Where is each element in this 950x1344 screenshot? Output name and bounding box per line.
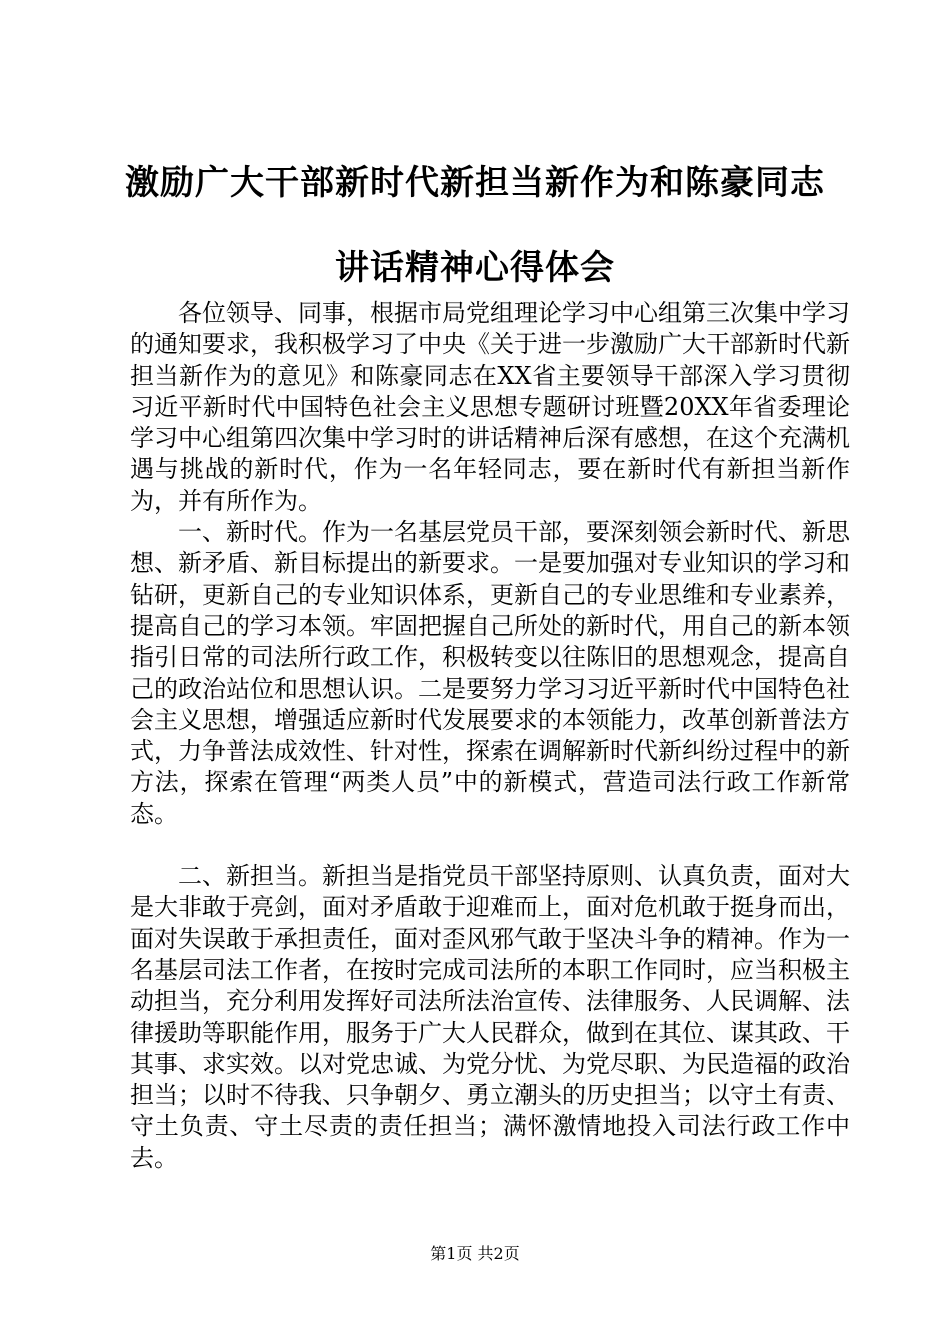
page-footer: 第1页 共2页 [430, 1244, 520, 1263]
document-title-line1: 激励广大干部新时代新担当新作为和陈豪同志 [125, 163, 825, 203]
paragraph-intro: 各位领导、同事，根据市局党组理论学习中心组第三次集中学习的通知要求，我积极学习了中央《关于进一步激励广大干部新时代新担当新作为的意见》和陈豪同志在XX省主要领导干部深入学习贯彻习近平新时代中国特色社会主义思想专题研讨班暨20XX年省委理论学习中心组第四次集中学习时的讲话精神后深有感想，在这个充满机遇与挑战的新时代，作为一名年轻同志，要在新时代有新担当新作为，并有所作为。 [130, 299, 850, 515]
paragraph-new-responsibility: 二、新担当。新担当是指党员干部坚持原则、认真负责，面对大是大非敢于亮剑，面对矛盾敢于迎难而上，面对危机敢于挺身而出，面对失误敢于承担责任，面对歪风邪气敢于坚决斗争的精神。作为一名基层司法工作者，在按时完成司法所的本职工作同时，应当积极主动担当，充分利用发挥好司法所法治宣传、法律服务、人民调解、法律援助等职能作用，服务于广大人民群众，做到在其位、谋其政、干其事、求实效。以对党忠诚、为党分忧、为党尽职、为民造福的政治担当；以时不待我、只争朝夕、勇立潮头的历史担当；以守土有责、守土负责、守土尽责的责任担当；满怀激情地投入司法行政工作中去。 [130, 862, 850, 1172]
document-body [130, 298, 850, 1174]
paragraph-new-era: 一、新时代。作为一名基层党员干部，要深刻领会新时代、新思想、新矛盾、新目标提出的新要求。一是要加强对专业知识的学习和钻研，更新自己的专业知识体系，更新自己的专业思维和专业素养，提高自己的学习本领。牢固把握自己所处的新时代，用自己的新本领指引日常的司法所行政工作，积极转变以往陈旧的思想观念，提高自己的政治站位和思想认识。二是要努力学习习近平新时代中国特色社会主义思想，增强适应新时代发展要求的本领能力，改革创新普法方式，力争普法成效性、针对性，探索在调解新时代新纠纷过程中的新方法，探索在管理“两类人员”中的新模式，营造司法行政工作新常态。 [130, 518, 850, 828]
paragraph-spacer [130, 830, 850, 861]
document-title-line2: 讲话精神心得体会 [335, 248, 615, 288]
